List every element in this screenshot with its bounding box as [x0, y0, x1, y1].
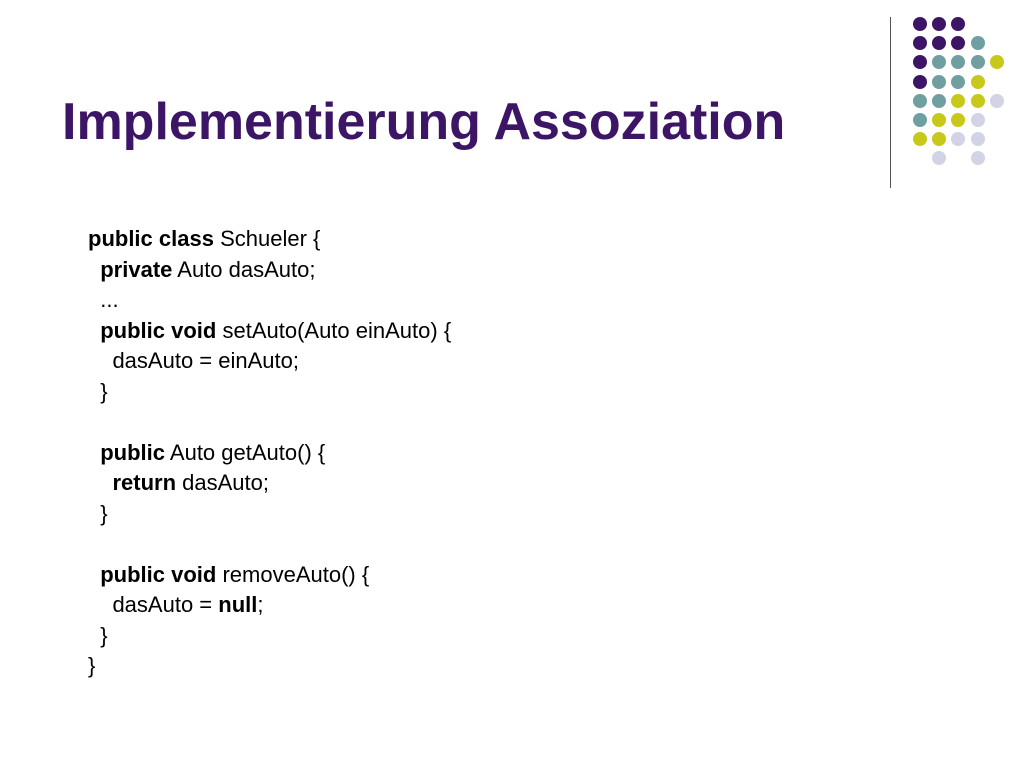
code-text: dasAuto =	[88, 592, 219, 617]
code-keyword: public void	[100, 317, 217, 343]
code-block	[88, 224, 451, 682]
code-text: }	[88, 622, 108, 648]
decorative-dot	[951, 113, 965, 127]
title-divider	[890, 17, 891, 188]
code-keyword: null	[218, 592, 258, 617]
decorative-dot	[951, 132, 965, 146]
code-line	[88, 651, 451, 682]
code-text: dasAuto;	[176, 470, 269, 495]
code-text: Auto dasAuto;	[172, 256, 316, 282]
code-keyword: return	[112, 470, 177, 495]
code-text: dasAuto = einAuto;	[88, 348, 299, 373]
decorative-dot	[913, 75, 927, 89]
decorative-dot	[971, 55, 985, 69]
code-text	[88, 470, 112, 495]
decorative-dot	[932, 55, 946, 69]
code-line	[88, 560, 451, 591]
code-line	[88, 316, 451, 347]
decorative-dot	[913, 113, 927, 127]
decorative-dot	[932, 75, 946, 89]
code-line	[88, 590, 451, 621]
decorative-dot	[971, 151, 985, 165]
decorative-dot	[990, 94, 1004, 108]
code-line	[88, 621, 451, 652]
decorative-dot	[932, 113, 946, 127]
decorative-dot	[951, 17, 965, 31]
code-line	[88, 407, 451, 438]
code-text	[88, 440, 100, 465]
decorative-dot	[913, 36, 927, 50]
code-line	[88, 499, 451, 530]
decorative-dot	[913, 17, 927, 31]
code-line	[88, 529, 451, 560]
code-keyword: public class	[88, 226, 214, 251]
code-line	[88, 468, 451, 499]
decorative-dot	[913, 132, 927, 146]
decorative-dot	[913, 55, 927, 69]
code-text	[88, 562, 100, 587]
code-text: Schueler {	[213, 226, 321, 251]
code-text: ...	[88, 287, 119, 312]
decorative-dot	[971, 113, 985, 127]
decorative-dot	[932, 94, 946, 108]
code-text: }	[88, 500, 108, 526]
slide-title: Implementierung Assoziation	[62, 93, 786, 151]
code-line	[88, 255, 451, 286]
decorative-dot	[913, 94, 927, 108]
code-line	[88, 285, 451, 316]
code-text: }	[88, 378, 108, 404]
code-keyword: private	[100, 256, 173, 282]
code-keyword: public void	[100, 561, 217, 587]
code-line	[88, 438, 451, 469]
decorative-dot	[932, 132, 946, 146]
code-text: ;	[257, 592, 264, 617]
decorative-dot	[932, 151, 946, 165]
decorative-dot	[932, 36, 946, 50]
decorative-dot	[951, 36, 965, 50]
decorative-dot	[951, 75, 965, 89]
code-text	[88, 257, 100, 282]
code-text: removeAuto() {	[216, 561, 370, 587]
decorative-dot	[932, 17, 946, 31]
code-line	[88, 224, 451, 255]
decorative-dot	[971, 36, 985, 50]
decorative-dot	[971, 132, 985, 146]
code-line	[88, 377, 451, 408]
code-text: Auto getAuto() {	[165, 439, 326, 465]
decorative-dot	[951, 55, 965, 69]
code-text	[88, 318, 100, 343]
code-text: }	[88, 653, 96, 678]
decorative-dot	[971, 94, 985, 108]
decorative-dot	[951, 94, 965, 108]
decorative-dot	[971, 75, 985, 89]
decorative-dot	[990, 55, 1004, 69]
code-line	[88, 346, 451, 377]
code-text: setAuto(Auto einAuto) {	[216, 317, 452, 343]
code-keyword: public	[100, 439, 166, 465]
